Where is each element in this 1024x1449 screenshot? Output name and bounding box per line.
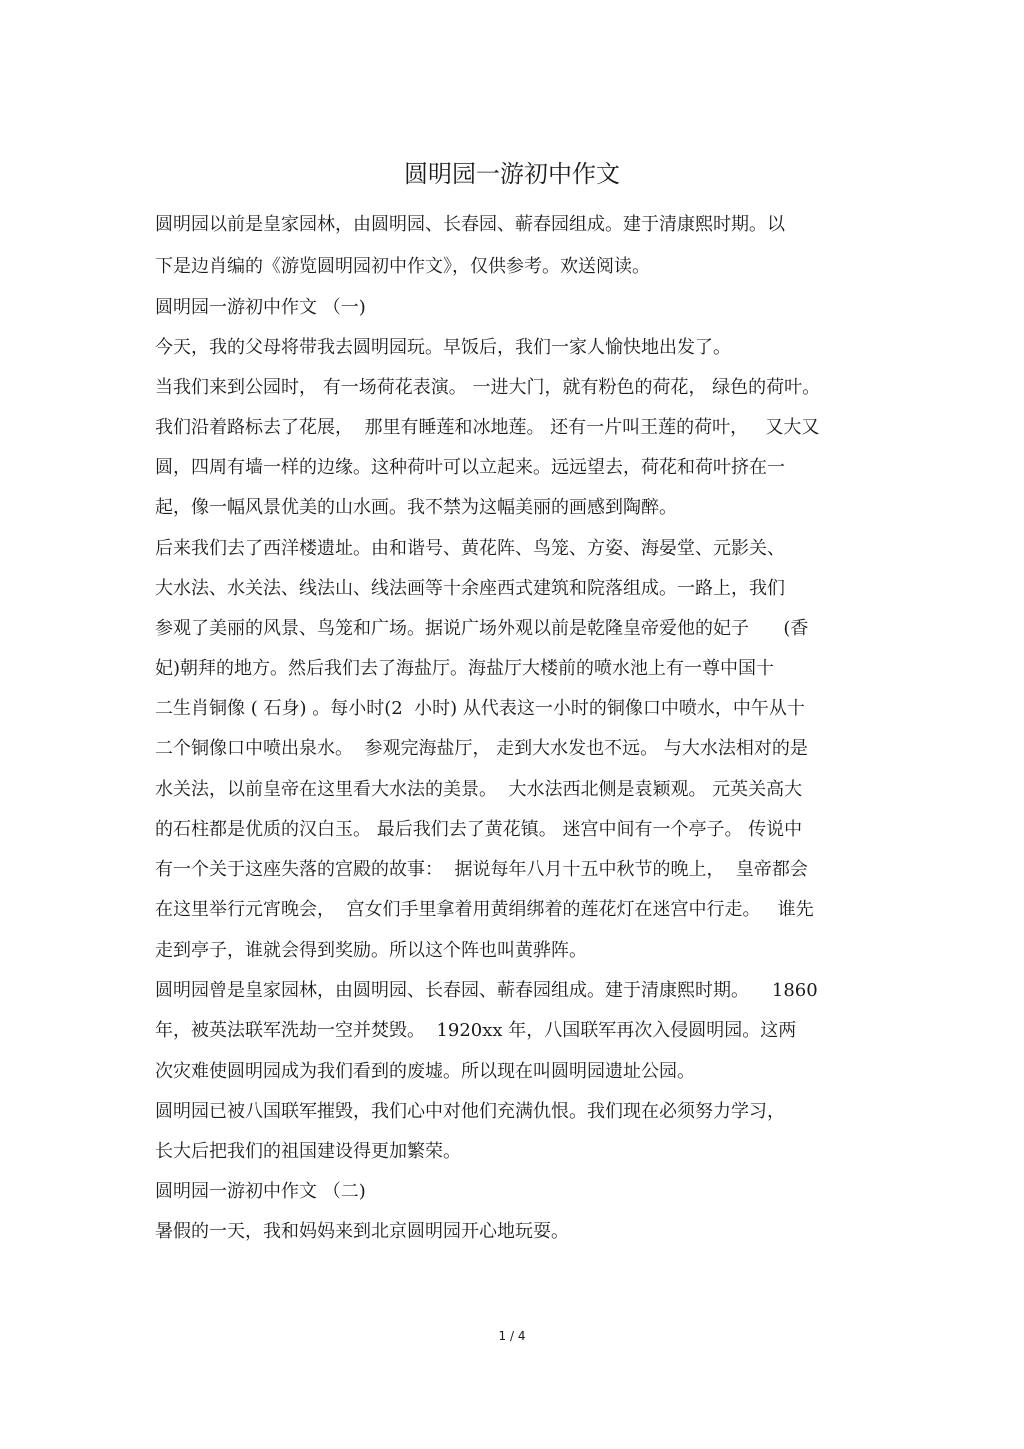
section-heading: 圆明园一游初中作文 （一) [155,297,366,318]
text-line: 二生肖铜像 ( 石身) 。每小时(2 小时) 从代表这一小时的铜像口中喷水，中午从十 [155,698,805,719]
text-line: 我们沿着路标去了花展， 那里有睡莲和冰地莲。 还有一片叫王莲的荷叶， 又大又 [155,417,820,438]
text-line: 年，被英法联军洗劫一空并焚毁。 1920xx 年，八国联军再次入侵圆明园。这两 [155,1020,797,1041]
text-line: 二个铜像口中喷出泉水。 参观完海盐厅， 走到大水发也不远。 与大水法相对的是 [155,738,808,759]
text-line: 后来我们去了西洋楼遗址。由和谐号、黄花阵、鸟笼、方姿、海晏堂、元影关、 [155,538,785,559]
page-number: 1 / 4 [498,1329,526,1343]
text-line: 圆明园已被八国联军摧毁，我们心中对他们充满仇恨。我们现在必须努力学习， [155,1101,785,1122]
text-line: 妃)朝拜的地方。然后我们去了海盐厅。海盐厅大楼前的喷水池上有一尊中国十 [155,658,775,679]
text-line: 参观了美丽的风景、鸟笼和广场。据说广场外观以前是乾隆皇帝爱他的妃子 (香 [155,618,809,639]
text-line: 大水法、水关法、线法山、线法画等十余座西式建筑和院落组成。一路上，我们 [155,578,785,599]
text-line: 当我们来到公园时， 有一场荷花表演。 一进大门，就有粉色的荷花， 绿色的荷叶。 [155,377,821,398]
section-heading: 圆明园一游初中作文 （二) [155,1181,366,1202]
text-line: 走到亭子，谁就会得到奖励。所以这个阵也叫黄骅阵。 [155,940,587,961]
text-line: 暑假的一天，我和妈妈来到北京圆明园开心地玩耍。 [155,1221,569,1242]
text-line: 长大后把我们的祖国建设得更加繁荣。 [155,1141,461,1162]
text-line: 圆明园以前是皇家园林，由圆明园、长春园、蕲春园组成。建于清康熙时期。以 [155,214,785,235]
text-line: 圆明园曾是皇家园林，由圆明园、长春园、蕲春园组成。建于清康熙时期。 1860 [155,980,818,1001]
text-line: 水关法，以前皇帝在这里看大水法的美景。 大水法西北侧是袁颖观。 元英关高大 [155,779,803,800]
text-line: 起，像一幅风景优美的山水画。我不禁为这幅美丽的画感到陶醉。 [155,497,677,518]
text-line: 有一个关于这座失落的宫殿的故事： 据说每年八月十五中秋节的晚上， 皇帝都会 [155,859,808,880]
text-line: 圆，四周有墙一样的边缘。这种荷叶可以立起来。远远望去，荷花和荷叶挤在一 [155,457,785,478]
text-line: 的石柱都是优质的汉白玉。 最后我们去了黄花镇。 迷宫中间有一个亭子。 传说中 [155,819,803,840]
text-line: 今天，我的父母将带我去圆明园玩。早饭后，我们一家人愉快地出发了。 [155,337,731,358]
page-title: 圆明园一游初中作文 [404,160,620,188]
text-line: 次灾难使圆明园成为我们看到的废墟。所以现在叫圆明园遗址公园。 [155,1061,695,1082]
text-line: 下是边肖编的《游览圆明园初中作文》，仅供参考。欢送阅读。 [155,256,650,277]
text-line: 在这里举行元宵晚会， 宫女们手里拿着用黄绢绑着的莲花灯在迷宫中行走。 谁先 [155,899,814,920]
